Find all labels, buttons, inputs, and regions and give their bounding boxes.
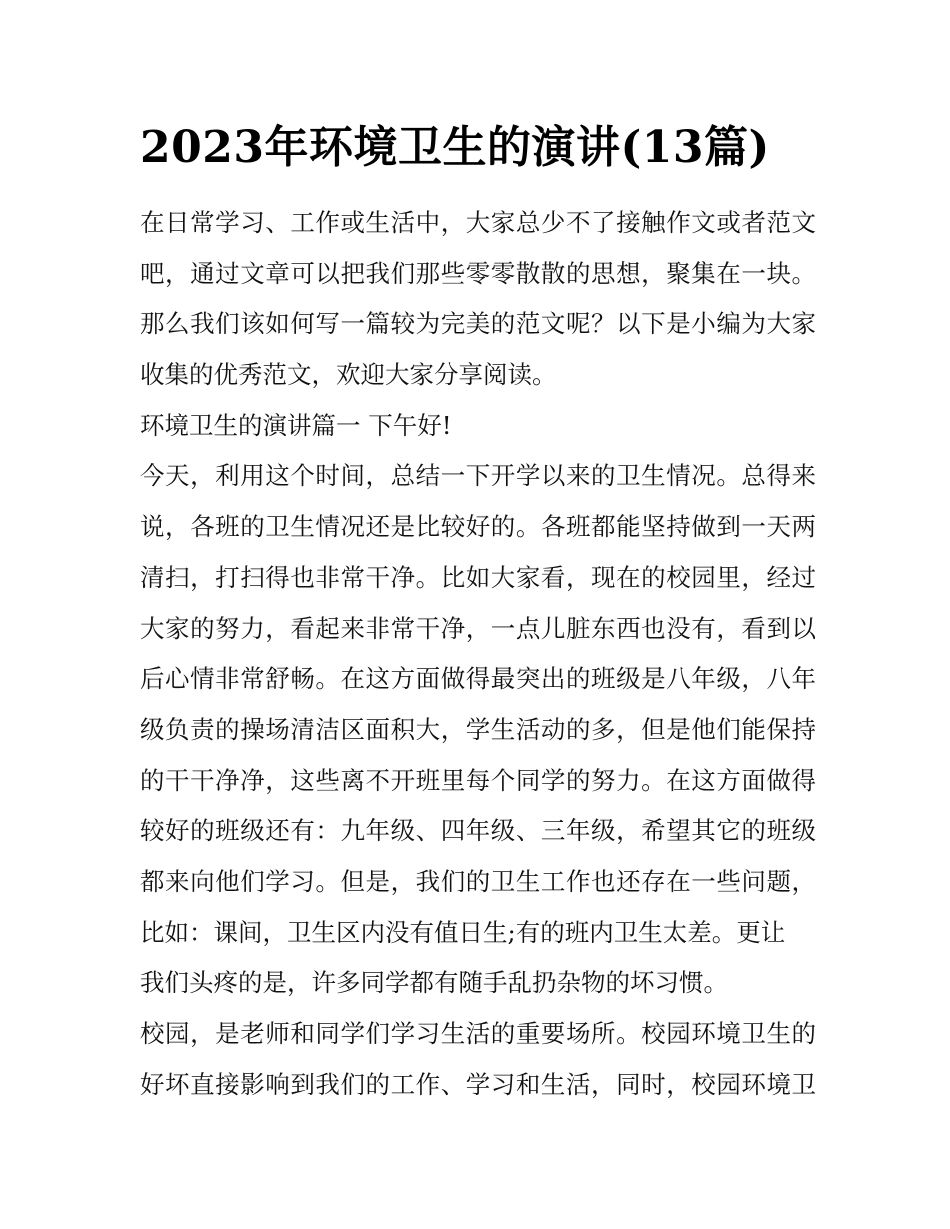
document-body (140, 198, 816, 1110)
paragraph-line: 我们头疼的是，许多同学都有随手乱扔杂物的坏习惯。 (140, 968, 728, 998)
paragraph-line: 收集的优秀范文，欢迎大家分享阅读。 (140, 360, 557, 390)
paragraph-line: 后心情非常舒畅。在这方面做得最突出的班级是八年级，八年 (140, 664, 816, 694)
paragraph-line: 较好的班级还有：九年级、四年级、三年级，希望其它的班级 (140, 816, 816, 846)
paragraph-line: 都来向他们学习。但是，我们的卫生工作也还存在一些问题， (140, 866, 816, 896)
document-title: 2023年环境卫生的演讲(13篇) (140, 122, 770, 173)
paragraph-line: 吧，通过文章可以把我们那些零零散散的思想，聚集在一块。 (140, 258, 816, 288)
paragraph-line: 级负责的操场清洁区面积大，学生活动的多，但是他们能保持 (140, 714, 816, 744)
paragraph-line: 大家的努力，看起来非常干净，一点儿脏东西也没有，看到以 (140, 613, 816, 643)
paragraph-line: 说，各班的卫生情况还是比较好的。各班都能坚持做到一天两 (140, 512, 816, 542)
paragraph-line: 环境卫生的演讲篇一 下午好! (140, 410, 452, 440)
paragraph-line: 在日常学习、工作或生活中，大家总少不了接触作文或者范文 (140, 208, 816, 237)
paragraph-line: 比如：课间，卫生区内没有值日生;有的班内卫生太差。更让 (140, 917, 786, 947)
paragraph-line: 的干干净净，这些离不开班里每个同学的努力。在这方面做得 (140, 765, 816, 795)
paragraph-line: 清扫，打扫得也非常干净。比如大家看，现在的校园里，经过 (140, 562, 816, 592)
paragraph-line: 好坏直接影响到我们的工作、学习和生活，同时，校园环境卫 (140, 1069, 816, 1099)
paragraph-line: 校园，是老师和同学们学习生活的重要场所。校园环境卫生的 (140, 1019, 816, 1048)
paragraph-line: 今天，利用这个时间，总结一下开学以来的卫生情况。总得来 (140, 461, 816, 491)
paragraph-line: 那么我们该如何写一篇较为完美的范文呢？以下是小编为大家 (140, 309, 816, 339)
document-page (140, 118, 816, 1110)
